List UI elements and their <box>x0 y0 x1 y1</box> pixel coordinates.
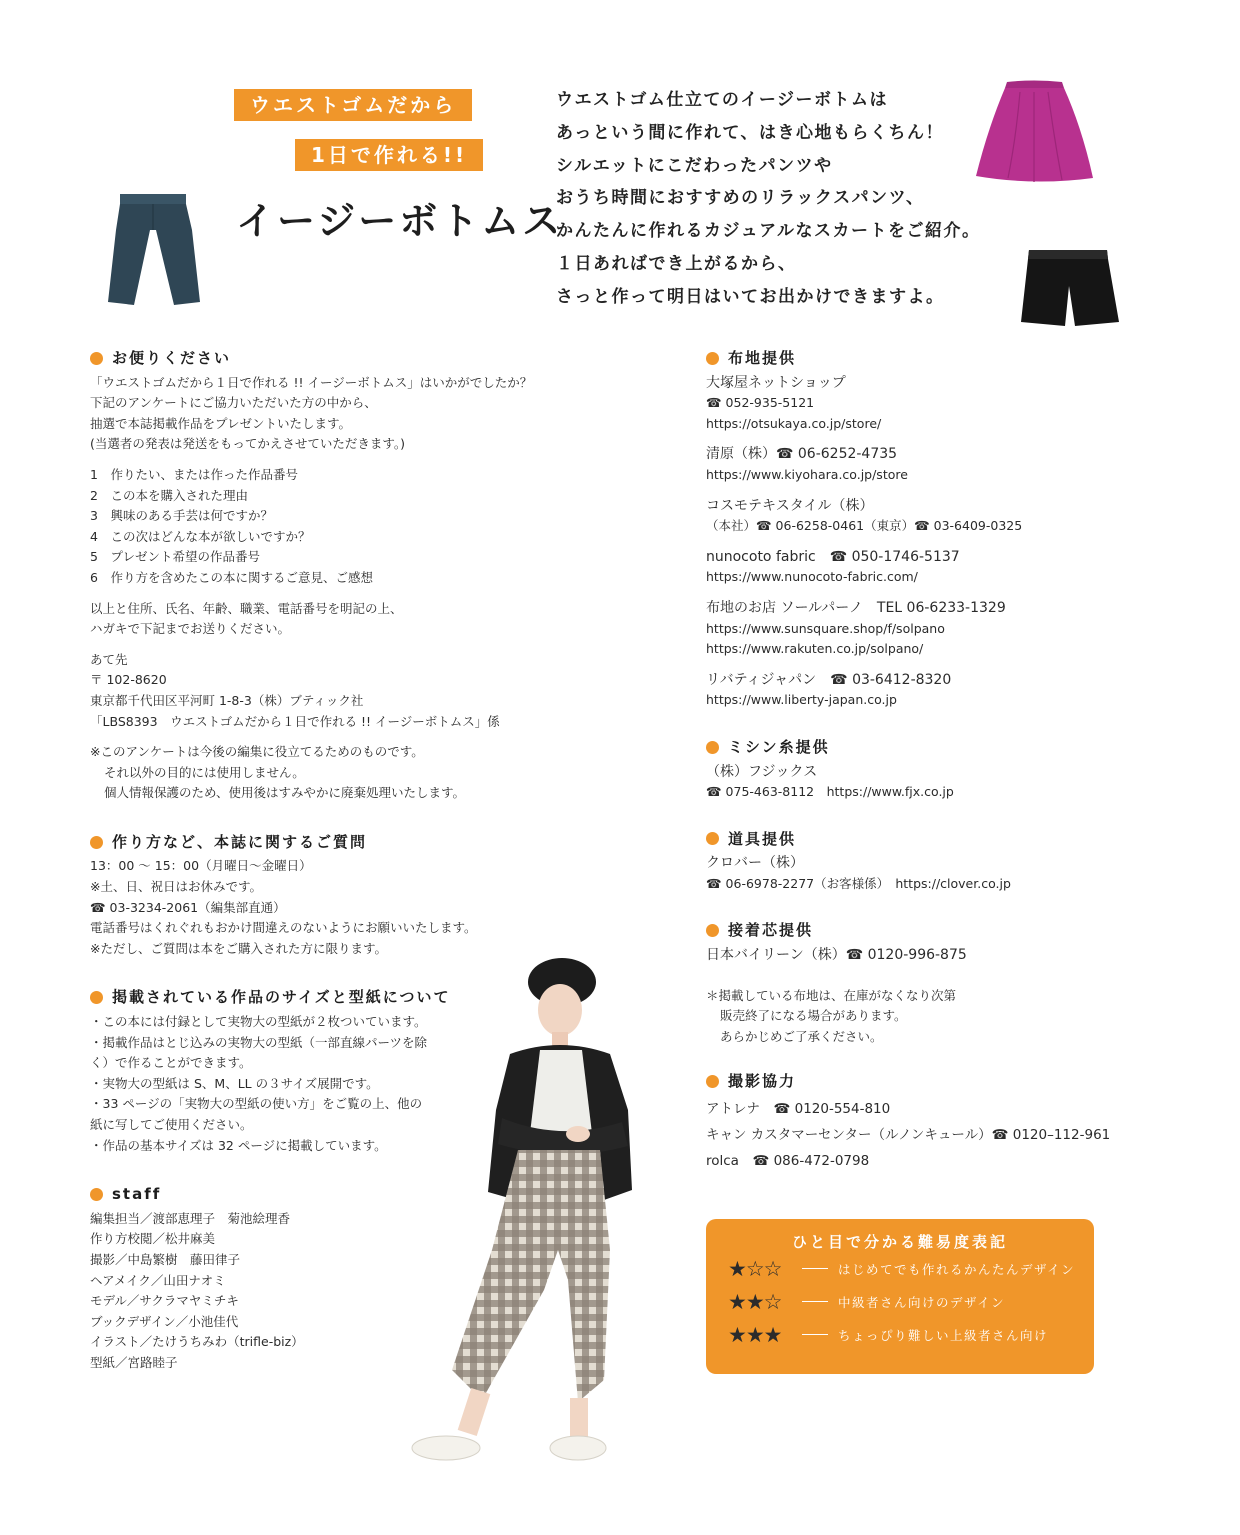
intro-line: かんたんに作れるカジュアルなスカートをご紹介。 <box>556 221 981 242</box>
bullet-dot-icon <box>706 1075 719 1088</box>
staff-line: イラスト／たけうちみわ（trifle-biz） <box>90 1334 304 1350</box>
size-line: ・掲載作品はとじ込みの実物大の型紙（一部直線パーツを除 <box>90 1034 428 1050</box>
staff-line: 撮影／中島繁樹 藤田律子 <box>90 1251 241 1267</box>
staff-line: 編集担当／渡部恵理子 菊池絵理香 <box>90 1210 291 1226</box>
difficulty-row <box>728 1318 1094 1351</box>
section-heading <box>706 1071 1146 1092</box>
staff-line: ブックデザイン／小池佳代 <box>90 1313 239 1329</box>
thread-contact: ☎ 075-463-8112 https://www.fjx.co.jp <box>706 784 954 800</box>
difficulty-desc: はじめてでも作れるかんたんデザイン <box>838 1261 1076 1277</box>
divider <box>802 1268 828 1269</box>
inquiry-section <box>90 832 560 960</box>
fabric-url[interactable]: https://www.sunsquare.shop/f/solpano <box>706 620 945 636</box>
intro-line: あっという間に作れて、はき心地もらくちん！ <box>556 122 944 143</box>
thread-company: （株）フジックス <box>706 763 818 780</box>
fabric-phone: （本社）☎ 06-6258-0461（東京）☎ 03-6409-0325 <box>706 518 1023 534</box>
difficulty-desc: ちょっぴり難しい上級者さん向け <box>838 1327 1049 1343</box>
intro-line: おうち時間におすすめのリラックスパンツ、 <box>556 188 925 209</box>
instructions-line: ハガキで下記までお送りください。 <box>90 621 291 637</box>
staff-line: 型紙／宮路睦子 <box>90 1354 178 1370</box>
survey-question: 2 この本を購入された理由 <box>90 487 248 503</box>
staff-line: モデル／サクラマヤミチキ <box>90 1293 239 1309</box>
magenta-skirt-image <box>972 78 1097 186</box>
fabric-section <box>706 348 1146 711</box>
size-line: ・33 ページの「実物大の型紙の使い方」をご覧の上、他の <box>90 1096 423 1112</box>
thread-section <box>706 737 1146 803</box>
fabric-shop-name: コスモテキスタイル（株） <box>706 497 874 514</box>
bullet-dot-icon <box>706 832 719 845</box>
size-line: ・作品の基本サイズは 32 ページに掲載しています。 <box>90 1137 387 1153</box>
fabric-shop-name: 大塚屋ネットショップ <box>706 374 846 391</box>
stock-note-line: 販売終了になる場合があります。 <box>720 1008 907 1024</box>
divider <box>802 1301 828 1302</box>
section-heading <box>90 832 560 853</box>
fabric-shop-name: リバティジャパン ☎ 03-6412-8320 <box>706 671 952 688</box>
star-rating-icon: ★☆☆ <box>728 1256 782 1281</box>
tools-contact: ☎ 06-6978-2277（お客様係） https://clover.co.jp <box>706 875 1011 891</box>
fabric-url[interactable]: https://www.liberty-japan.co.jp <box>706 692 897 708</box>
star-rating-icon: ★★☆ <box>728 1289 782 1314</box>
letters-intro-line: 「ウエストゴムだから１日で作れる !! イージーボトムス」はいかがでしたか？ <box>90 374 533 390</box>
section-heading <box>706 920 1146 941</box>
size-line: く）で作ることができます。 <box>90 1055 252 1071</box>
headline-tag-2: 1日で作れる!! <box>295 139 483 171</box>
address-line: 東京都千代田区平河町 1-8-3（株）ブティック社 <box>90 692 364 708</box>
staff-heading: staff <box>112 1185 162 1204</box>
photo-credit-line: rolca ☎ 086-472-0798 <box>706 1153 870 1170</box>
difficulty-row <box>728 1252 1094 1285</box>
intro-line: ウエストゴム仕立てのイージーボトムは <box>556 90 888 110</box>
stock-note-line: あらかじめご了承ください。 <box>720 1028 883 1044</box>
bullet-dot-icon <box>706 741 719 754</box>
privacy-note-line: ※このアンケートは今後の編集に役立てるためのものです。 <box>90 744 424 760</box>
letters-intro-line: (当選者の発表は発送をもってかえさせていただきます。) <box>90 436 406 452</box>
fabric-url[interactable]: https://www.rakuten.co.jp/solpano/ <box>706 641 924 657</box>
difficulty-desc: 中級者さん向けのデザイン <box>838 1294 1006 1310</box>
headline-tag-1: ウエストゴムだから <box>234 89 472 121</box>
inquiry-line: ※ただし、ご質問は本をご購入された方に限ります。 <box>90 940 387 956</box>
difficulty-legend <box>706 1219 1094 1374</box>
fabric-shop-name: 清原（株）☎ 06-6252-4735 <box>706 446 898 463</box>
fabric-shop-name: 布地のお店 ソールパーノ TEL 06-6233-1329 <box>706 599 1006 616</box>
address-line: あて先 <box>90 651 128 667</box>
privacy-note-line: 個人情報保護のため、使用後はすみやかに廃棄処理いたします。 <box>104 785 466 801</box>
section-heading <box>90 348 560 369</box>
intro-line: １日あればでき上がるから、 <box>556 253 797 274</box>
fabric-heading: 布地提供 <box>728 349 797 367</box>
inquiry-line: ※土、日、祝日はお休みです。 <box>90 879 262 895</box>
divider <box>802 1334 828 1335</box>
staff-line: 作り方校閲／松井麻美 <box>90 1231 216 1247</box>
intro-line: さっと作って明日はいてお出かけできますよ。 <box>556 286 945 307</box>
stock-note-line: ＊掲載している布地は、在庫がなくなり次第 <box>706 987 957 1003</box>
interfacing-section <box>706 920 1146 1047</box>
inquiry-line: ☎ 03-3234-2061（編集部直通） <box>90 899 286 915</box>
letters-intro-line: 抽選で本誌掲載作品をプレゼントいたします。 <box>90 415 352 431</box>
inquiry-line: 電話番号はくれぐれもおかけ間違えのないようにお願いいたします。 <box>90 920 477 936</box>
star-rating-icon: ★★★ <box>728 1322 782 1347</box>
navy-pants-image <box>100 190 210 310</box>
bullet-dot-icon <box>90 836 103 849</box>
instructions-line: 以上と住所、氏名、年齢、職業、電話番号を明記の上、 <box>90 600 403 616</box>
fabric-url[interactable]: https://otsukaya.co.jp/store/ <box>706 415 882 431</box>
photo-section <box>706 1071 1146 1174</box>
survey-question: 5 プレゼント希望の作品番号 <box>90 549 260 565</box>
page-title: イージーボトムス <box>236 199 564 243</box>
bullet-dot-icon <box>706 352 719 365</box>
intro-text <box>556 84 980 314</box>
survey-question: 1 作りたい、または作った作品番号 <box>90 466 298 482</box>
thread-heading: ミシン糸提供 <box>728 737 830 756</box>
photo-credit-line: キャン カスタマーセンター（ルノンキュール）☎ 0120–112-961 <box>706 1127 1111 1144</box>
size-heading: 掲載されている作品のサイズと型紙について <box>112 988 451 1007</box>
fabric-shop-name: nunocoto fabric ☎ 050-1746-5137 <box>706 548 960 565</box>
photo-credit-line: アトレナ ☎ 0120-554-810 <box>706 1101 891 1118</box>
intro-line: シルエットにこだわったパンツや <box>556 155 833 176</box>
interfacing-company: 日本バイリーン（株）☎ 0120-996-875 <box>706 947 967 964</box>
difficulty-row <box>728 1285 1094 1318</box>
address-line: 〒 102-8620 <box>90 672 167 688</box>
fabric-url[interactable]: https://www.nunocoto-fabric.com/ <box>706 569 918 585</box>
model-photo <box>372 950 642 1495</box>
tools-section <box>706 829 1146 895</box>
survey-question: 6 作り方を含めたこの本に関するご意見、ご感想 <box>90 569 373 585</box>
bullet-dot-icon <box>706 924 719 937</box>
size-line: ・実物大の型紙は S、M、LL の３サイズ展開です。 <box>90 1075 379 1091</box>
staff-line: ヘアメイク／山田ナオミ <box>90 1272 226 1288</box>
bullet-dot-icon <box>90 1188 103 1201</box>
bullet-dot-icon <box>90 352 103 365</box>
survey-question: 3 興味のある手芸は何ですか？ <box>90 508 273 524</box>
fabric-phone: ☎ 052-935-5121 <box>706 395 815 411</box>
tools-heading: 道具提供 <box>728 829 797 848</box>
section-heading <box>706 348 1146 369</box>
letters-intro-line: 下記のアンケートにご協力いただいた方の中から、 <box>90 395 377 411</box>
tools-company: クロバー（株） <box>706 855 804 872</box>
survey-question: 4 この次はどんな本が欲しいですか？ <box>90 528 311 544</box>
section-heading <box>706 829 1146 850</box>
fabric-url[interactable]: https://www.kiyohara.co.jp/store <box>706 466 908 482</box>
letters-heading: お便りください <box>112 349 232 367</box>
inquiry-line: 13：00 ～ 15：00（月曜日～金曜日） <box>90 858 312 874</box>
size-line: 紙に写してご使用ください。 <box>90 1117 253 1132</box>
bullet-dot-icon <box>90 991 103 1004</box>
section-heading <box>706 737 1146 758</box>
interfacing-heading: 接着芯提供 <box>728 921 814 940</box>
inquiry-heading: 作り方など、本誌に関するご質問 <box>112 832 368 851</box>
privacy-note-line: それ以外の目的には使用しません。 <box>104 764 305 780</box>
letters-section <box>90 348 560 804</box>
black-shorts-image <box>1015 246 1125 332</box>
difficulty-title: ひと目で分かる難易度表記 <box>791 1233 1008 1251</box>
size-line: ・この本には付録として実物大の型紙が２枚ついています。 <box>90 1014 427 1030</box>
address-line: 「LBS8393 ウエストゴムだから１日で作れる !! イージーボトムス」係 <box>90 713 500 729</box>
right-column <box>706 348 1146 1174</box>
photo-heading: 撮影協力 <box>728 1072 797 1091</box>
